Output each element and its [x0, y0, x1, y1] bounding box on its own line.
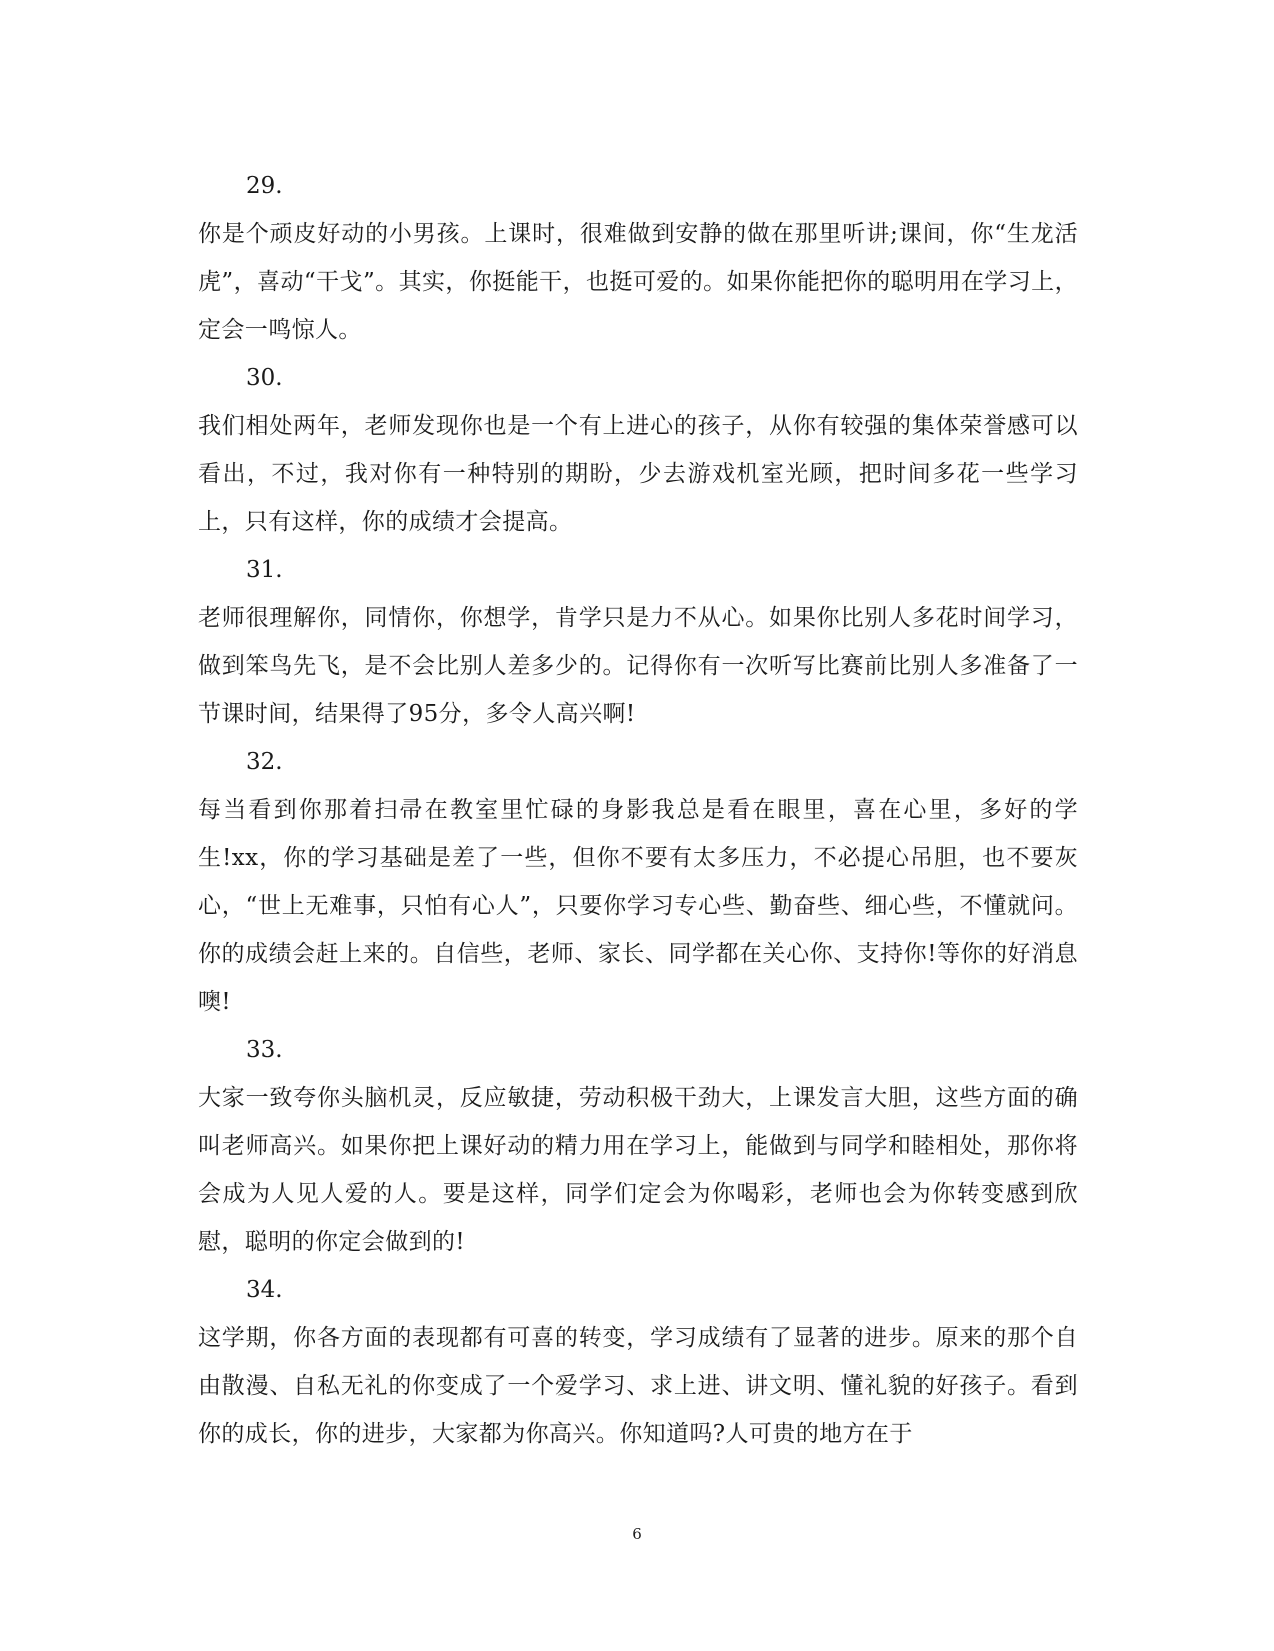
- entry-number: 29.: [246, 173, 283, 199]
- entry-text: 我们相处两年，老师发现你也是一个有上进心的孩子，从你有较强的集体荣誉感可以看出，不过，我对你有一种特别的期盼，少去游戏机室光顾，把时间多花一些学习上，只有这样，你的成绩才会提高。: [198, 413, 1078, 535]
- entry-text: 这学期，你各方面的表现都有可喜的转变，学习成绩有了显著的进步。原来的那个自由散漫、自私无礼的你变成了一个爱学习、求上进、讲文明、懂礼貌的好孩子。看到你的成长，你的进步，大家都为你高兴。你知道吗?人可贵的地方在于: [198, 1325, 1078, 1447]
- comment-entry-31: [198, 546, 1078, 738]
- comment-entry-30: [198, 354, 1078, 546]
- comment-entry-33: [198, 1026, 1078, 1266]
- entry-text: 每当看到你那着扫帚在教室里忙碌的身影我总是看在眼里，喜在心里，多好的学生!xx，你的学习基础是差了一些，但你不要有太多压力，不必提心吊胆，也不要灰心，“世上无难事，只怕有心人”，只要你学习专心些、勤奋些、细心些，不懂就问。你的成绩会赶上来的。自信些，老师、家长、同学都在关心你、支持你!等你的好消息噢!: [198, 797, 1078, 1015]
- comment-entry-29: [198, 162, 1078, 354]
- entry-number: 30.: [246, 365, 283, 391]
- entry-number: 31.: [246, 557, 283, 583]
- document-body: [198, 162, 1078, 1458]
- entry-number: 32.: [246, 749, 283, 775]
- entry-text: 你是个顽皮好动的小男孩。上课时，很难做到安静的做在那里听讲;课间，你“生龙活虎”，喜动“干戈”。其实，你挺能干，也挺可爱的。如果你能把你的聪明用在学习上，定会一鸣惊人。: [198, 221, 1078, 343]
- comment-entry-32: [198, 738, 1078, 1026]
- page-number: 6: [632, 1525, 642, 1543]
- entry-number: 34.: [246, 1277, 283, 1303]
- entry-text: 老师很理解你，同情你，你想学，肯学只是力不从心。如果你比别人多花时间学习，做到笨鸟先飞，是不会比别人差多少的。记得你有一次听写比赛前比别人多准备了一节课时间，结果得了95分，多令人高兴啊!: [198, 605, 1078, 727]
- entry-text: 大家一致夸你头脑机灵，反应敏捷，劳动积极干劲大，上课发言大胆，这些方面的确叫老师高兴。如果你把上课好动的精力用在学习上，能做到与同学和睦相处，那你将会成为人见人爱的人。要是这样，同学们定会为你喝彩，老师也会为你转变感到欣慰，聪明的你定会做到的!: [198, 1085, 1078, 1255]
- comment-entry-34: [198, 1266, 1078, 1458]
- entry-number: 33.: [246, 1037, 283, 1063]
